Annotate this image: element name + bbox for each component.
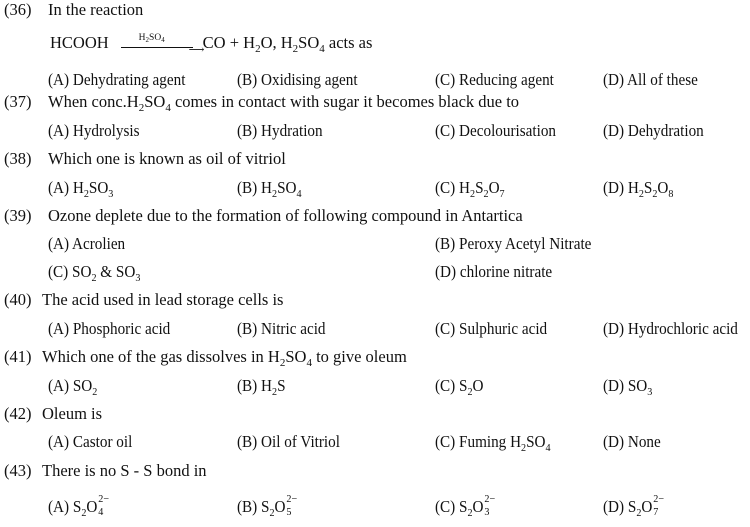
option-b: [237, 121, 330, 141]
option-label: (D): [603, 376, 628, 395]
option-text: All of these: [627, 70, 698, 89]
option-text: chlorine nitrate: [459, 262, 553, 281]
question-text: Oleum is: [42, 404, 103, 423]
option-text: Dehydrating agent: [72, 70, 186, 89]
question-number: (39): [4, 206, 32, 225]
option-text: Castor oil: [72, 432, 133, 451]
option-c: [48, 262, 148, 282]
option-label: (B): [237, 178, 262, 197]
option-label: (A): [48, 376, 73, 395]
option-label: (D): [603, 178, 628, 197]
question-text: Which one is known as oil of vitriol: [48, 149, 286, 168]
option-label: (B): [237, 376, 262, 395]
option-d: [603, 432, 666, 452]
option-text: Oil of Vitriol: [261, 432, 340, 451]
option-b: [237, 493, 308, 519]
option-label: (C): [435, 319, 460, 338]
question-text: There is no S - S bond in: [42, 461, 207, 480]
option-c: [435, 70, 564, 90]
option-text: Hydrochloric acid: [627, 319, 738, 338]
option-b: [237, 70, 368, 90]
option-c: [435, 178, 511, 198]
option-label: (D): [603, 432, 628, 451]
question-text: Ozone deplete due to the formation of following compound in Antartica: [48, 206, 523, 225]
option-text: Hydration: [261, 121, 323, 140]
question-text: When $conc.H_2SO_4$ comes in contact with sugar it becomes black due to: [48, 92, 520, 114]
question-number: (43): [4, 461, 32, 480]
reaction-equation: [50, 33, 373, 57]
reaction-arrow: [121, 33, 205, 57]
option-b: [237, 178, 307, 198]
option-a: [48, 234, 132, 254]
option-label: (A): [48, 178, 73, 197]
question-number: (36): [4, 0, 32, 19]
question-number: (41): [4, 347, 32, 366]
option-text: Phosphoric acid: [72, 319, 171, 338]
option-a: [48, 319, 181, 339]
option-d: [603, 70, 706, 90]
option-text: $S_2O$ 2− 4: [72, 493, 110, 519]
option-label: (D): [603, 497, 628, 516]
option-b: [237, 319, 333, 339]
option-text: $SO_3$: [627, 376, 653, 398]
option-text: Fuming $H_2SO_4$: [459, 432, 551, 454]
question-number: (40): [4, 290, 32, 309]
option-label: (C): [435, 121, 460, 140]
option-c: [435, 319, 557, 339]
option-label: (B): [435, 234, 460, 253]
reactant: HCOOH: [50, 33, 109, 52]
option-text: Nitric acid: [261, 319, 326, 338]
option-label: (B): [237, 319, 262, 338]
option-label: (D): [603, 121, 628, 140]
option-label: (A): [48, 497, 73, 516]
option-label: (D): [603, 319, 628, 338]
option-b: [237, 376, 290, 396]
option-b: [237, 432, 349, 452]
option-a: [48, 70, 197, 90]
option-label: (D): [435, 262, 460, 281]
option-text: Decolourisation: [459, 121, 556, 140]
option-label: (B): [237, 121, 262, 140]
arrow-head-icon: ⟶: [188, 44, 205, 57]
option-label: (C): [435, 376, 460, 395]
option-label: (C): [435, 432, 460, 451]
option-label: (A): [48, 234, 73, 253]
option-label: (C): [435, 70, 460, 89]
option-d: [603, 376, 657, 396]
option-text: $H_2S$: [261, 376, 286, 398]
option-label: (C): [48, 262, 73, 281]
option-d: [603, 178, 680, 198]
option-c: [435, 493, 506, 519]
catalyst-label: $H_2SO_4$: [138, 33, 165, 45]
question-number: (42): [4, 404, 32, 423]
option-label: (A): [48, 432, 73, 451]
option-text: $H_2SO_4$: [261, 178, 302, 200]
option-label: (B): [237, 497, 262, 516]
question-text: In the reaction: [48, 0, 144, 19]
option-c: [435, 376, 488, 396]
question-text: Which one of the gas dissolves in $H_2SO_4$ to give oleum: [42, 347, 407, 369]
option-a: [48, 493, 120, 519]
option-c: [435, 432, 561, 452]
option-text: Reducing agent: [459, 70, 554, 89]
option-a: [48, 121, 147, 141]
option-a: [48, 432, 140, 452]
option-text: Oxidising agent: [261, 70, 358, 89]
option-label: (B): [237, 432, 262, 451]
option-label: (A): [48, 121, 73, 140]
option-text: Dehydration: [627, 121, 704, 140]
question-text: The acid used in lead storage cells is: [42, 290, 284, 309]
option-label: (D): [603, 70, 628, 89]
option-label: (C): [435, 178, 460, 197]
option-text: $S_2O$ 2− 5: [261, 493, 298, 519]
option-d: [603, 121, 713, 141]
option-label: (B): [237, 70, 262, 89]
option-label: (A): [48, 319, 73, 338]
question-number: (38): [4, 149, 32, 168]
option-text: $SO_2$ & $SO_3$: [72, 262, 141, 284]
option-d: [435, 262, 562, 282]
option-c: [435, 121, 567, 141]
option-text: $SO_2$: [72, 376, 98, 398]
option-text: Peroxy Acetyl Nitrate: [459, 234, 592, 253]
option-a: [48, 376, 102, 396]
option-text: $S_2O$: [459, 376, 484, 398]
option-text: Sulphuric acid: [459, 319, 548, 338]
question-number: (37): [4, 92, 32, 111]
option-label: (A): [48, 70, 73, 89]
option-text: None: [627, 432, 661, 451]
option-text: $H_2S_2O_7$: [459, 178, 505, 200]
option-text: Hydrolysis: [72, 121, 140, 140]
option-text: Acrolien: [72, 234, 126, 253]
option-a: [48, 178, 119, 198]
option-b: [435, 234, 605, 254]
option-d: [603, 493, 675, 519]
option-label: (C): [435, 497, 460, 516]
option-text: $H_2S_2O_8$: [627, 178, 674, 200]
option-text: $H_2SO_3$: [72, 178, 114, 200]
option-d: [603, 319, 750, 339]
option-text: $S_2O$ 2− 7: [627, 493, 665, 519]
reaction-products: CO + $H_2O$, $H_2SO_4$ acts as: [202, 33, 373, 55]
option-text: $S_2O$ 2− 3: [459, 493, 496, 519]
